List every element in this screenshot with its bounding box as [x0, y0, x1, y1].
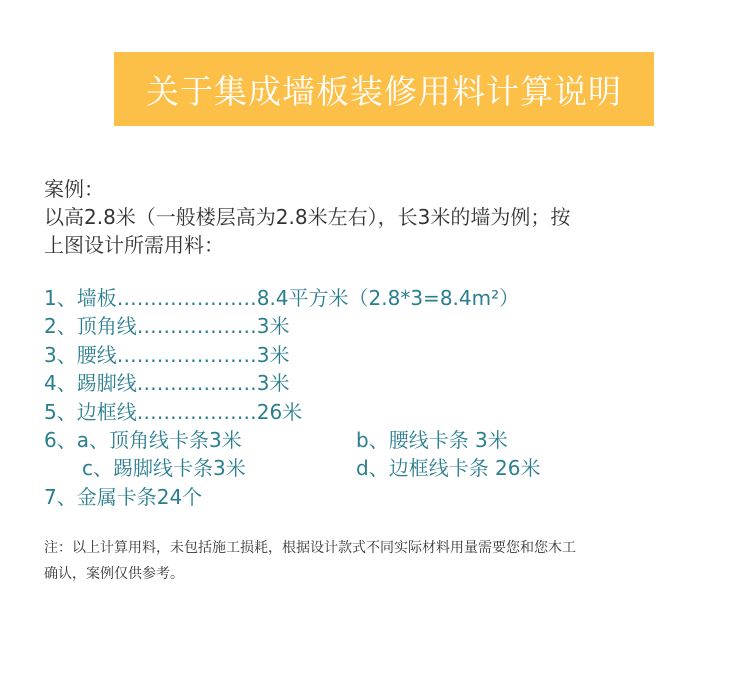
- list-item: [44, 426, 724, 454]
- list-item: [44, 284, 724, 312]
- material-top-corner-line: 2、顶角线………………3米: [44, 314, 290, 339]
- material-wall-panel: 1、墙板…………………8.4平方米（2.8*3=8.4m²）: [44, 286, 520, 310]
- material-waist-line: 3、腰线…………………3米: [44, 342, 290, 367]
- note-line-cont: 确认，案例仅供参考。: [44, 566, 184, 582]
- material-skirting-line: 4、踢脚线………………3米: [44, 371, 290, 396]
- materials-list: [44, 284, 724, 511]
- material-top-corner-clip: 6、a、顶角线卡条3米: [44, 427, 242, 452]
- list-item: [44, 312, 724, 340]
- list-item: [44, 398, 724, 426]
- example-intro: [44, 175, 724, 259]
- disclaimer-note: [44, 535, 734, 587]
- list-item: [44, 483, 724, 511]
- material-frame-clip: d、边框线卡条 26米: [356, 456, 541, 481]
- intro-heading: 案例：: [44, 177, 104, 201]
- list-item: [44, 341, 724, 369]
- list-item: [44, 369, 724, 397]
- list-item: [44, 454, 724, 482]
- page-title: 关于集成墙板装修用料计算说明: [146, 71, 622, 111]
- intro-description: 以高2.8米（一般楼层高为2.8米左右），长3米的墙为例；按: [44, 205, 571, 229]
- intro-description-cont: 上图设计所需用料：: [44, 233, 224, 257]
- material-waist-clip: b、腰线卡条 3米: [356, 427, 508, 452]
- title-banner: [114, 52, 654, 126]
- material-skirting-clip: c、踢脚线卡条3米: [82, 456, 246, 481]
- note-line: 注：以上计算用料，未包括施工损耗，根据设计款式不同实际材料用量需要您和您木工: [44, 540, 576, 556]
- material-frame-line: 5、边框线………………26米: [44, 399, 303, 424]
- material-metal-clip: 7、金属卡条24个: [44, 484, 203, 509]
